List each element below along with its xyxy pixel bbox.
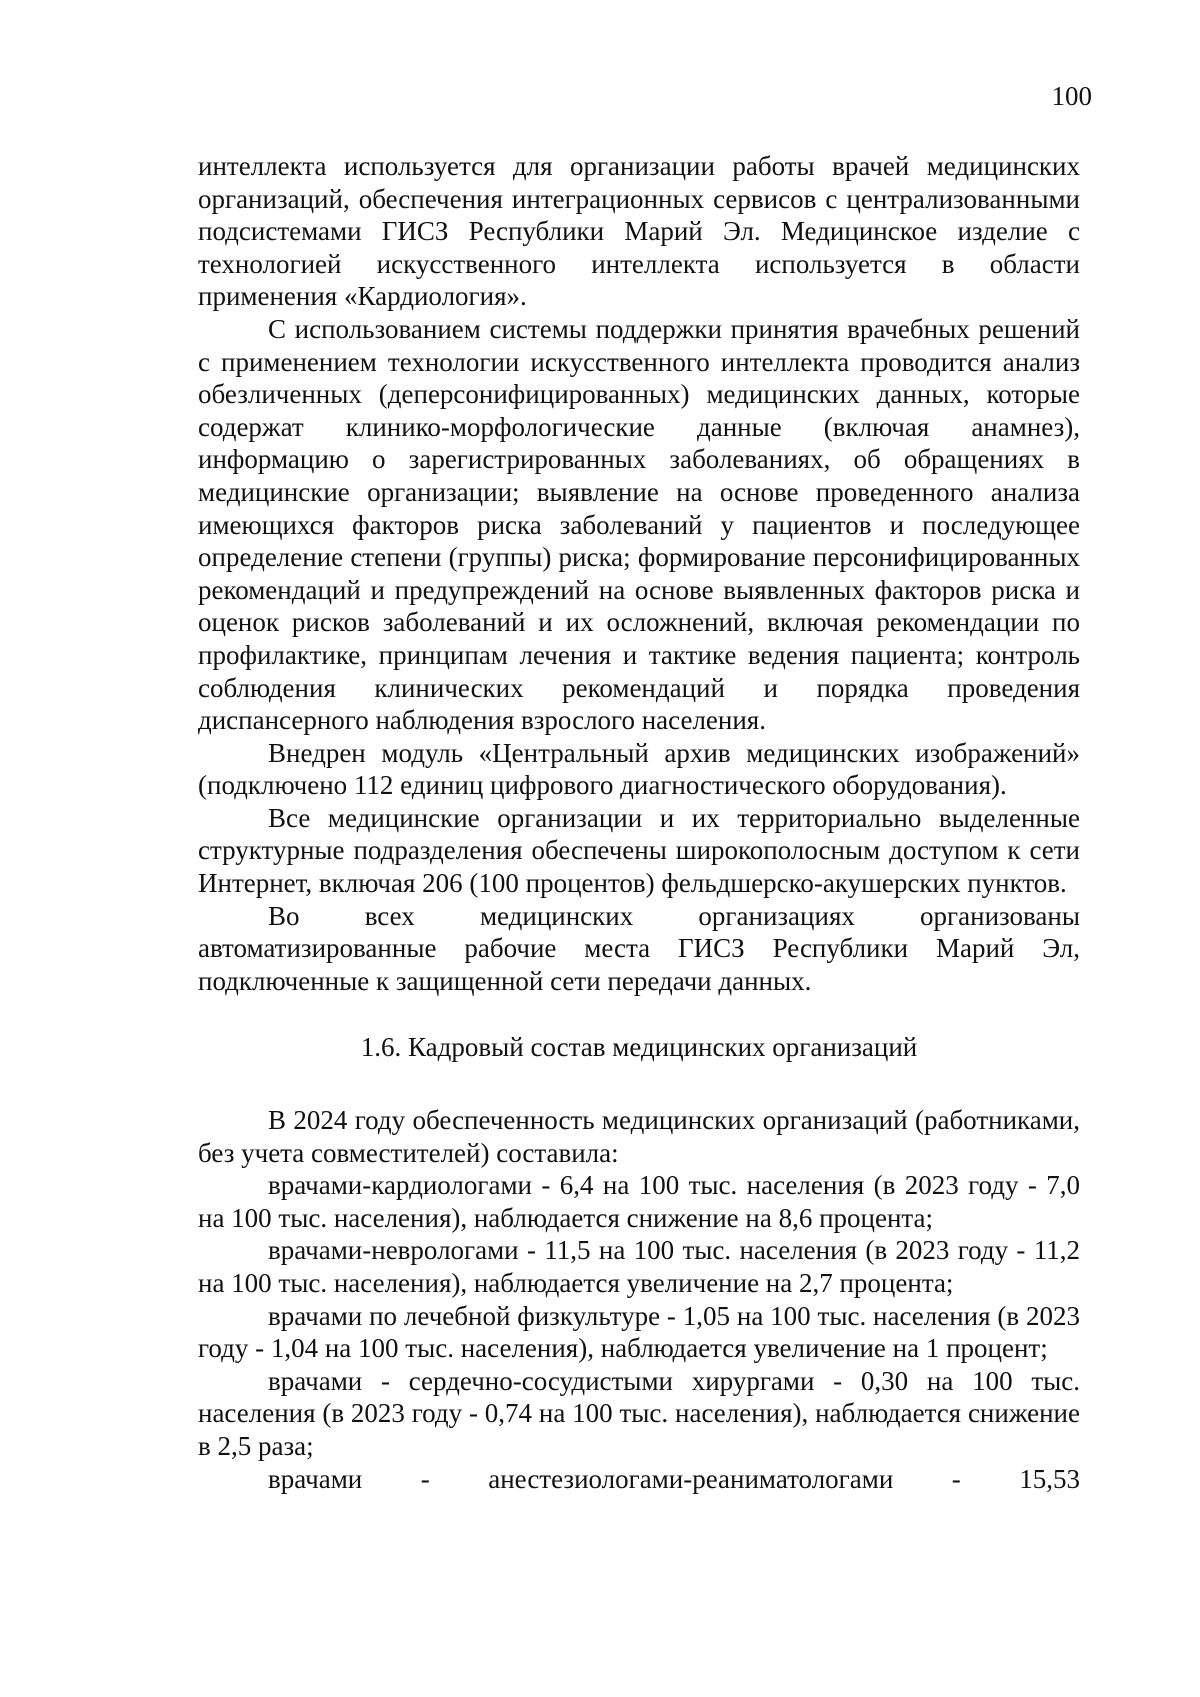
paragraph-internet-access: Все медицинские организации и их территориально выделенные структурные подразделения обеспечены широкополосным доступом к сети Интернет, включая 206 (100 процентов) фельдшерско-акушерских пунктов. [198,802,1080,899]
paragraph-workstations: Во всех медицинских организациях организованы автоматизированные рабочие места ГИСЗ Республики Марий Эл, подключенные к защищенной сети передачи данных. [198,900,1080,996]
document-body [198,150,1080,1495]
page-number: 100 [1051,81,1092,111]
paragraph-decision-support: С использованием системы поддержки принятия врачебных решений с применением технологии искусственного интеллекта проводится анализ обезличенных (деперсонифицированных) медицинских данных, которые содержат клинико-морфологические данные (включая анамнез), информацию о зарегистрированных заболеваниях, об обращениях в медицинские организации; выявление на основе проведенного анализа имеющихся факторов риска заболеваний у пациентов и последующее определение степени (группы) риска; формирование персонифицированных рекомендаций и предупреждений на основе выявленных факторов риска и оценок рисков заболеваний и их осложнений, включая рекомендации по профилактике, принципам лечения и тактике ведения пациента; контроль соблюдения клинических рекомендаций и порядка проведения диспансерного наблюдения взрослого населения. [198,313,1080,736]
list-item-neurologists: врачами-неврологами - 11,5 на 100 тыс. населения (в 2023 году - 11,2 на 100 тыс. населения), наблюдается увеличение на 2,7 процента; [198,1235,1080,1298]
list-item-physical-therapy: врачами по лечебной физкультуре - 1,05 на 100 тыс. населения (в 2023 году - 1,04 на 100 тыс. населения), наблюдается увеличение на 1 процент; [198,1300,1080,1364]
list-item-cardiovascular-surgeons: врачами - сердечно-сосудистыми хирургами - 0,30 на 100 тыс. населения (в 2023 году - 0,74 на 100 тыс. населения), наблюдается снижение в 2,5 раза; [198,1365,1080,1461]
section-heading: 1.6. Кадровый состав медицинских организаций [360,1032,918,1063]
list-item-anesthesiologists: врачами - анестезиологами-реаниматологами - 15,53 [268,1463,1080,1494]
list-item-cardiologists: врачами-кардиологами - 6,4 на 100 тыс. населения (в 2023 году - 7,0 на 100 тыс. населения), наблюдается снижение на 8,6 процента; [198,1170,1080,1233]
paragraph-continued: интеллекта используется для организации работы врачей медицинских организаций, обеспечения интеграционных сервисов с централизованными подсистемами ГИСЗ Республики Марий Эл. Медицинское изделие с технологией искусственного интеллекта используется в области применения «Кардиология». [198,151,1080,312]
paragraph-staffing-intro: В 2024 году обеспеченность медицинских организаций (работниками, без учета совместителей) составила: [198,1105,1080,1168]
paragraph-image-archive: Внедрен модуль «Центральный архив медицинских изображений» (подключено 112 единиц цифрового диагностического оборудования). [198,737,1080,801]
